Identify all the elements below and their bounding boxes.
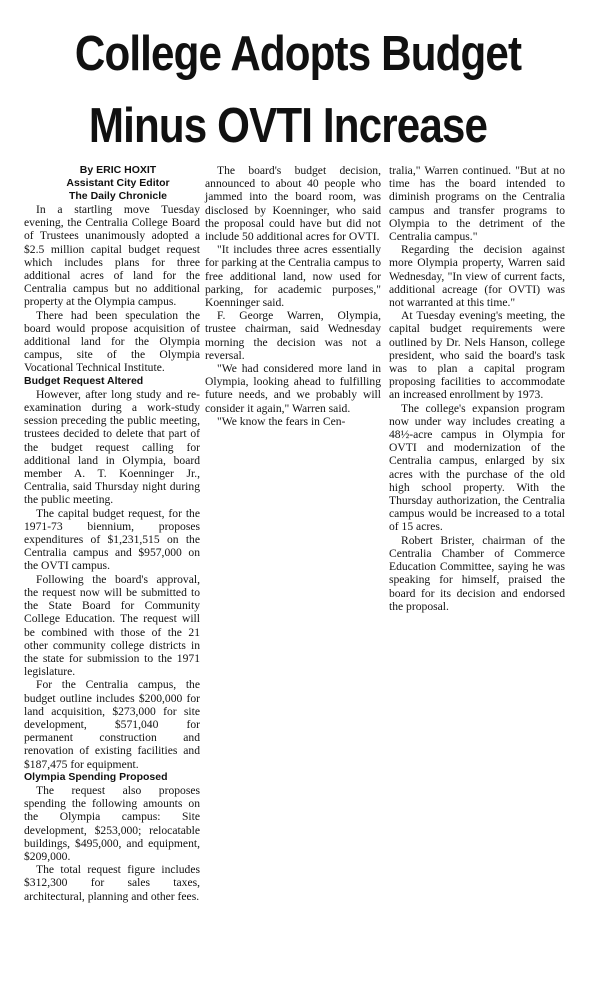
byline-title: Assistant City Editor [66, 177, 170, 189]
paragraph: For the Centralia campus, the budget outline includes $200,000 for land acquisition, $273,000 for site development, $571,040 for permanent construction and renovation of existing facilities and $187,475 for equipment. [24, 678, 200, 771]
subhead-olympia-spending-proposed: Olympia Spending Proposed [24, 770, 168, 783]
paragraph: Regarding the decision against more Olympia property, Warren said Wednesday, "In view of current facts, additional acreage (for OVTI) was not warranted at this time." [389, 243, 565, 310]
headline-line-2: Minus OVTI Increase [88, 99, 488, 153]
byline-paper: The Daily Chronicle [68, 190, 168, 202]
paragraph: "It includes three acres essentially for parking at the Centralia campus to free additional land, now used for parking, for academic purposes," Koenninger said. [205, 243, 381, 310]
paragraph: tralia," Warren continued. "But at no time has the board intended to diminish programs on the Centralia campus and transfer programs to Olympia to the detriment of the Centralia campus." [389, 164, 565, 244]
paragraph: At Tuesday evening's meeting, the capital budget requirements were outlined by Dr. Nels Hanson, college president, who said the board's task was to plan a capital program proposing facilities to accommodate an increased enrollment by 1973. [389, 309, 565, 402]
paragraph: "We know the fears in Cen- [217, 414, 346, 428]
paragraph: The capital budget request, for the 1971-73 biennium, proposes expenditures of $1,231,515 on the Centralia campus and $957,000 on the OVTI campus. [24, 506, 200, 573]
paragraph: The request also proposes spending the following amounts on the Olympia campus: Site development, $253,000; relocatable buildings, $495,000, and equipment, $209,000. [24, 783, 200, 863]
headline-line-1: College Adopts Budget [74, 27, 522, 81]
paragraph: "We had considered more land in Olympia, looking ahead to fulfilling future needs, and we probably will consider it again," Warren said. [205, 362, 381, 415]
article-column-3 [389, 164, 565, 613]
paragraph: F. George Warren, Olympia, trustee chairman, said Wednesday morning the decision was not a reversal. [205, 309, 381, 362]
paragraph: However, after long study and re-examination during a work-study session preceding the public meeting, trustees decided to delete that part of the budget request calling for additional land in Olympia, board member A. T. Koenninger Jr., Centralia, said Thursday night during the public meeting. [24, 387, 200, 507]
paragraph: There had been speculation the board would propose acquisition of additional land for the Olympia campus, site of the Olympia Vocational Technical Institute. [24, 308, 200, 375]
paragraph: In a startling move Tuesday evening, the Centralia College Board of Trustees unanimously adopted a $2.5 million capital budget request which includes plans for three additional acres of land for the Centralia campus but no additional property at the Olympia campus. [24, 203, 200, 309]
paragraph: The college's expansion program now under way includes creating a 48½-acre campus in Olympia for OVTI and modernization of the Centralia campus, enlarged by six acres with the purchase of the old high school property. With the Thursday authorization, the Centralia campus would be increased to a total of 15 acres. [389, 401, 565, 534]
article-column-1 [24, 164, 200, 903]
subhead-budget-request-altered: Budget Request Altered [24, 374, 144, 387]
paragraph: The total request figure includes $312,300 for sales taxes, architectural, planning and other fees. [24, 863, 200, 903]
byline-author: By ERIC HOXIT [79, 164, 157, 176]
article-column-2 [205, 164, 381, 428]
paragraph: Following the board's approval, the request now will be submitted to the State Board for Community College Education. The request will be combined with those of the 21 other community college districts in the state for submission to the 1971 legislature. [24, 572, 200, 679]
paragraph: Robert Brister, chairman of the Centralia Chamber of Commerce Education Committee, saying he was speaking for himself, praised the board for its decision and endorsed the proposal. [389, 533, 565, 613]
paragraph: The board's budget decision, announced to about 40 people who jammed into the board room, was disclosed by Koenninger, who said the proposal could have but did not include 50 additional acres for OVTI. [205, 164, 381, 244]
